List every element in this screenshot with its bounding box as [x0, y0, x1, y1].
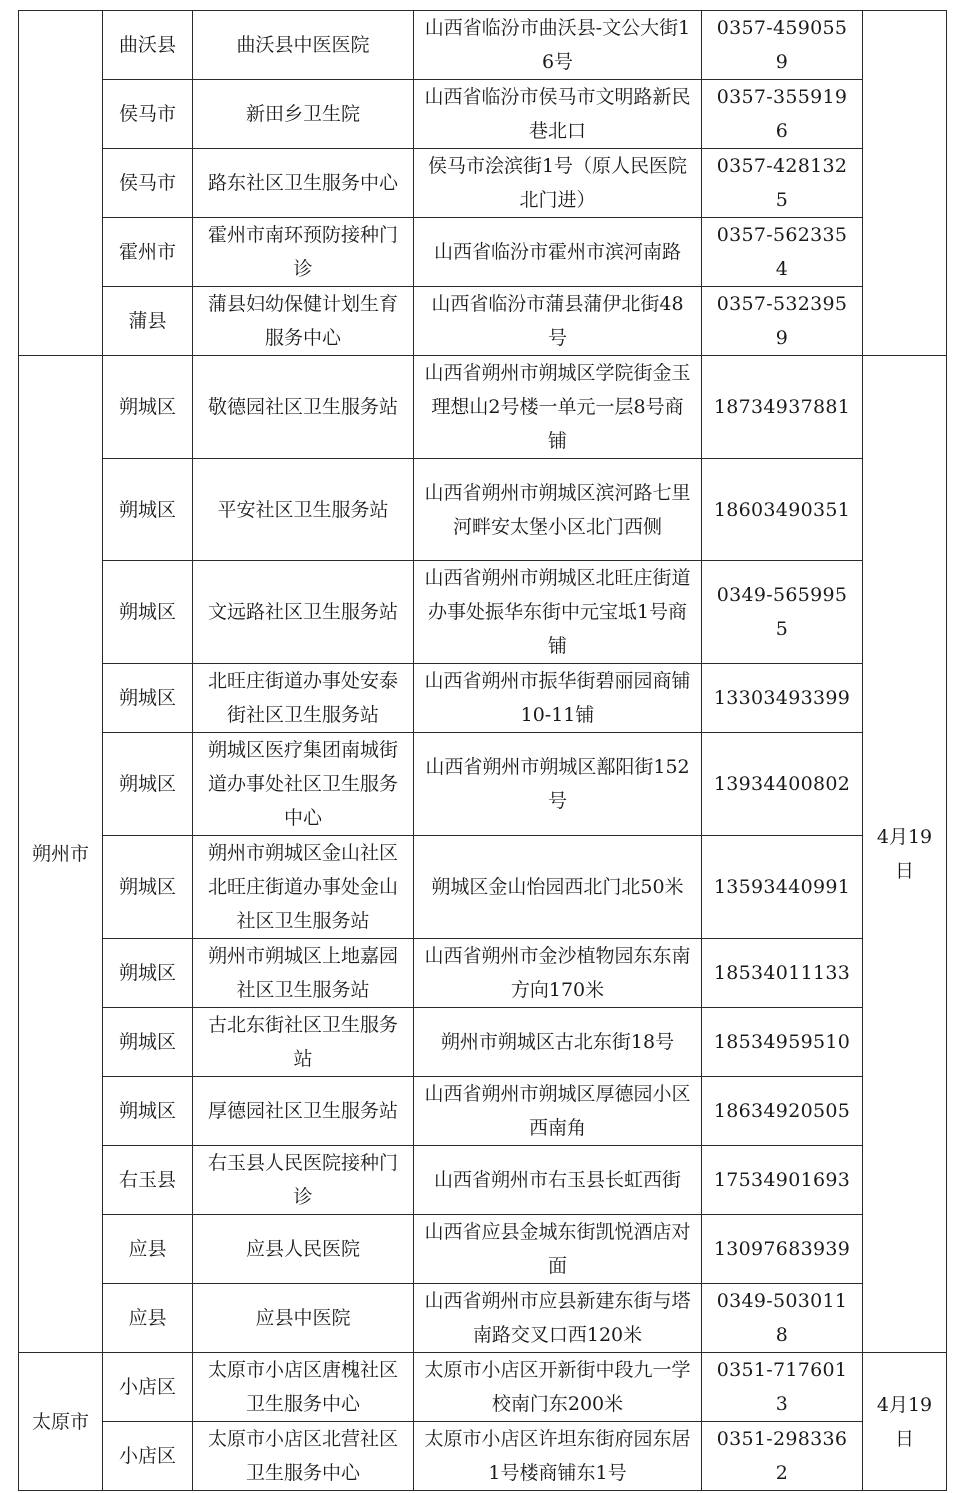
site-name-cell: 右玉县人民医院接种门诊: [193, 1146, 414, 1215]
district-cell: 侯马市: [103, 149, 193, 218]
district-cell: 朔城区: [103, 561, 193, 664]
address-cell: 山西省朔州市朔城区北旺庄街道办事处振华东街中元宝坻1号商铺: [414, 561, 702, 664]
site-name-cell: 霍州市南环预防接种门诊: [193, 218, 414, 287]
address-cell: 山西省朔州市振华街碧丽园商铺10-11铺: [414, 664, 702, 733]
district-cell: 右玉县: [103, 1146, 193, 1215]
district-cell: 朔城区: [103, 1077, 193, 1146]
site-name-cell: 古北东街社区卫生服务站: [193, 1008, 414, 1077]
city-cell: 太原市: [19, 1353, 103, 1491]
table-row: [19, 149, 947, 218]
table-row: [19, 1284, 947, 1353]
phone-cell: 0357-3559196: [702, 80, 863, 149]
table-row: [19, 11, 947, 80]
site-name-cell: 太原市小店区唐槐社区卫生服务中心: [193, 1353, 414, 1422]
phone-cell: 18734937881: [702, 356, 863, 459]
table-row: [19, 939, 947, 1008]
address-cell: 山西省朔州市朔城区学院街金玉理想山2号楼一单元一层8号商铺: [414, 356, 702, 459]
district-cell: 朔城区: [103, 836, 193, 939]
site-name-cell: 平安社区卫生服务站: [193, 459, 414, 561]
table-row: [19, 80, 947, 149]
table-row: [19, 1422, 947, 1491]
site-name-cell: 厚德园社区卫生服务站: [193, 1077, 414, 1146]
district-cell: 朔城区: [103, 733, 193, 836]
site-name-cell: 敬德园社区卫生服务站: [193, 356, 414, 459]
phone-cell: 18534959510: [702, 1008, 863, 1077]
address-cell: 山西省朔州市右玉县长虹西街: [414, 1146, 702, 1215]
address-cell: 山西省临汾市蒲县蒲伊北街48号: [414, 287, 702, 356]
vaccination-sites-table: [18, 10, 947, 1491]
address-cell: 山西省朔州市朔城区厚德园小区西南角: [414, 1077, 702, 1146]
address-cell: 山西省临汾市霍州市滨河南路: [414, 218, 702, 287]
district-cell: 小店区: [103, 1422, 193, 1491]
phone-cell: 0349-5030118: [702, 1284, 863, 1353]
city-cell: [19, 11, 103, 356]
district-cell: 霍州市: [103, 218, 193, 287]
address-cell: 山西省临汾市曲沃县-文公大街16号: [414, 11, 702, 80]
phone-cell: 0351-2983362: [702, 1422, 863, 1491]
address-cell: 山西省朔州市朔城区滨河路七里河畔安太堡小区北门西侧: [414, 459, 702, 561]
address-cell: 太原市小店区许坦东街府园东居1号楼商铺东1号: [414, 1422, 702, 1491]
table-row: [19, 459, 947, 561]
table-row: [19, 218, 947, 287]
district-cell: 曲沃县: [103, 11, 193, 80]
table-row: [19, 1008, 947, 1077]
phone-cell: 18603490351: [702, 459, 863, 561]
site-name-cell: 文远路社区卫生服务站: [193, 561, 414, 664]
address-cell: 山西省朔州市金沙植物园东东南方向170米: [414, 939, 702, 1008]
table-row: [19, 733, 947, 836]
phone-cell: 0349-5659955: [702, 561, 863, 664]
site-name-cell: 应县人民医院: [193, 1215, 414, 1284]
phone-cell: 0357-4281325: [702, 149, 863, 218]
site-name-cell: 曲沃县中医医院: [193, 11, 414, 80]
district-cell: 朔城区: [103, 939, 193, 1008]
district-cell: 朔城区: [103, 356, 193, 459]
phone-cell: 0357-4590559: [702, 11, 863, 80]
site-name-cell: 朔州市朔城区金山社区北旺庄街道办事处金山社区卫生服务站: [193, 836, 414, 939]
district-cell: 小店区: [103, 1353, 193, 1422]
table-row: [19, 287, 947, 356]
site-name-cell: 朔州市朔城区上地嘉园社区卫生服务站: [193, 939, 414, 1008]
address-cell: 山西省朔州市朔城区鄯阳街152号: [414, 733, 702, 836]
phone-cell: 18534011133: [702, 939, 863, 1008]
district-cell: 朔城区: [103, 664, 193, 733]
date-cell: 4月19日: [863, 1353, 947, 1491]
date-cell: [863, 11, 947, 356]
phone-cell: 0351-7176013: [702, 1353, 863, 1422]
address-cell: 朔城区金山怡园西北门北50米: [414, 836, 702, 939]
site-name-cell: 新田乡卫生院: [193, 80, 414, 149]
date-cell: 4月19日: [863, 356, 947, 1353]
table-row: [19, 356, 947, 459]
phone-cell: 13303493399: [702, 664, 863, 733]
phone-cell: 13097683939: [702, 1215, 863, 1284]
phone-cell: 0357-5323959: [702, 287, 863, 356]
district-cell: 应县: [103, 1284, 193, 1353]
phone-cell: 13593440991: [702, 836, 863, 939]
address-cell: 山西省朔州市应县新建东街与塔南路交叉口西120米: [414, 1284, 702, 1353]
district-cell: 应县: [103, 1215, 193, 1284]
site-name-cell: 太原市小店区北营社区卫生服务中心: [193, 1422, 414, 1491]
table-row: [19, 1215, 947, 1284]
table-row: [19, 1353, 947, 1422]
site-name-cell: 蒲县妇幼保健计划生育服务中心: [193, 287, 414, 356]
site-name-cell: 路东社区卫生服务中心: [193, 149, 414, 218]
address-cell: 山西省临汾市侯马市文明路新民巷北口: [414, 80, 702, 149]
district-cell: 朔城区: [103, 1008, 193, 1077]
address-cell: 朔州市朔城区古北东街18号: [414, 1008, 702, 1077]
phone-cell: 0357-5623354: [702, 218, 863, 287]
phone-cell: 17534901693: [702, 1146, 863, 1215]
address-cell: 太原市小店区开新街中段九一学校南门东200米: [414, 1353, 702, 1422]
table-row: [19, 836, 947, 939]
site-name-cell: 北旺庄街道办事处安泰街社区卫生服务站: [193, 664, 414, 733]
site-name-cell: 朔城区医疗集团南城街道办事处社区卫生服务中心: [193, 733, 414, 836]
table-row: [19, 1077, 947, 1146]
city-cell: 朔州市: [19, 356, 103, 1353]
address-cell: 山西省应县金城东街凯悦酒店对面: [414, 1215, 702, 1284]
district-cell: 朔城区: [103, 459, 193, 561]
table-row: [19, 561, 947, 664]
table-body: [19, 11, 947, 1491]
district-cell: 侯马市: [103, 80, 193, 149]
table-row: [19, 1146, 947, 1215]
phone-cell: 18634920505: [702, 1077, 863, 1146]
site-name-cell: 应县中医院: [193, 1284, 414, 1353]
address-cell: 侯马市浍滨街1号（原人民医院北门进）: [414, 149, 702, 218]
table-row: [19, 664, 947, 733]
district-cell: 蒲县: [103, 287, 193, 356]
phone-cell: 13934400802: [702, 733, 863, 836]
